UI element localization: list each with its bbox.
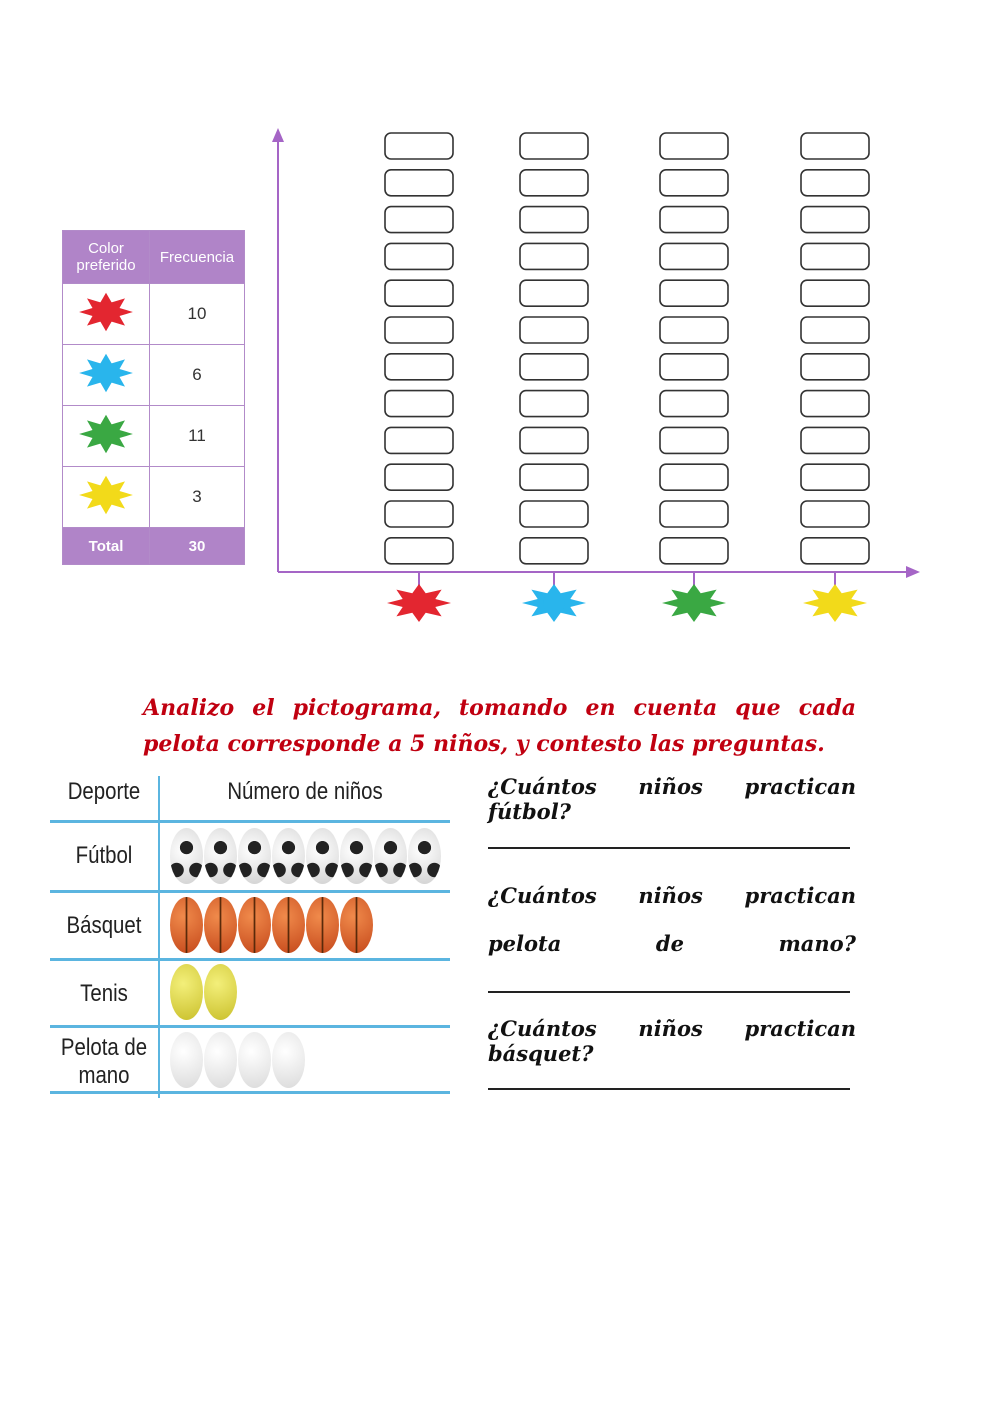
empty-slot-amarillo: [801, 354, 869, 380]
empty-slot-azul: [520, 133, 588, 159]
empty-slot-amarillo: [801, 317, 869, 343]
x-axis-arrow-icon: [906, 566, 920, 578]
empty-slot-rojo: [385, 207, 453, 233]
empty-slot-azul: [520, 538, 588, 564]
header-sport: Deporte: [67, 778, 141, 805]
empty-slot-amarillo: [801, 501, 869, 527]
frequency-yellow: 3: [150, 467, 245, 528]
question-football: ¿Cuántos niños practican fútbol?: [488, 774, 856, 824]
question-basketball: ¿Cuántos niños practican básquet?: [488, 1016, 856, 1066]
row-divider: [50, 958, 450, 961]
row-divider: [50, 1025, 450, 1028]
empty-slot-rojo: [385, 354, 453, 380]
y-axis-arrow-icon: [272, 128, 284, 142]
empty-slot-verde: [660, 354, 728, 380]
empty-slot-amarillo: [801, 207, 869, 233]
tennis-ball-icon: [204, 964, 237, 1020]
answer-line-handball[interactable]: [488, 991, 850, 993]
soccer-ball-icon: [272, 828, 305, 884]
empty-slot-amarillo: [801, 243, 869, 269]
header-number: Número de niños: [227, 778, 383, 805]
handball-icon: [170, 1032, 203, 1088]
column-divider: [158, 776, 160, 1098]
frequency-red: 10: [150, 284, 245, 345]
empty-slot-verde: [660, 427, 728, 453]
sports-pictograph: [50, 768, 450, 1108]
empty-slot-azul: [520, 280, 588, 306]
total-label: Total: [63, 528, 150, 565]
empty-slot-rojo: [385, 170, 453, 196]
handball-balls: [170, 1032, 306, 1088]
empty-slot-rojo: [385, 133, 453, 159]
category-marker-rojo: [408, 592, 430, 614]
empty-slot-verde: [660, 317, 728, 343]
answer-line-basketball[interactable]: [488, 1088, 850, 1090]
category-marker-amarillo: [824, 592, 846, 614]
category-marker-verde: [683, 592, 705, 614]
empty-slot-azul: [520, 207, 588, 233]
empty-slot-amarillo: [801, 427, 869, 453]
empty-slot-verde: [660, 538, 728, 564]
empty-slot-azul: [520, 354, 588, 380]
football-balls: [170, 828, 442, 884]
empty-slot-rojo: [385, 391, 453, 417]
empty-slot-verde: [660, 207, 728, 233]
soccer-ball-icon: [374, 828, 407, 884]
sport-basketball: Básquet: [66, 912, 142, 939]
soccer-ball-icon: [306, 828, 339, 884]
empty-slot-verde: [660, 133, 728, 159]
row-divider: [50, 890, 450, 893]
handball-icon: [272, 1032, 305, 1088]
soccer-ball-icon: [170, 828, 203, 884]
empty-slot-rojo: [385, 280, 453, 306]
empty-slot-amarillo: [801, 280, 869, 306]
sport-tennis: Tenis: [80, 980, 128, 1007]
empty-slot-rojo: [385, 317, 453, 343]
category-marker-azul: [543, 592, 565, 614]
answer-line-football[interactable]: [488, 847, 850, 849]
total-value: 30: [150, 528, 245, 565]
handball-icon: [204, 1032, 237, 1088]
header-frequency: Frecuencia: [150, 231, 245, 284]
basketball-icon: [306, 897, 339, 953]
tennis-ball-icon: [170, 964, 203, 1020]
soccer-ball-icon: [408, 828, 441, 884]
empty-slot-azul: [520, 427, 588, 453]
empty-slot-azul: [520, 170, 588, 196]
frequency-blue: 6: [150, 345, 245, 406]
row-divider: [50, 1091, 450, 1094]
empty-slot-azul: [520, 391, 588, 417]
empty-slot-amarillo: [801, 133, 869, 159]
basketball-balls: [170, 897, 374, 953]
tennis-balls: [170, 964, 238, 1020]
empty-slot-amarillo: [801, 170, 869, 196]
sport-handball: Pelota de mano: [60, 1034, 148, 1089]
soccer-ball-icon: [204, 828, 237, 884]
empty-slot-verde: [660, 280, 728, 306]
row-divider: [50, 820, 450, 823]
empty-slot-azul: [520, 464, 588, 490]
empty-slot-amarillo: [801, 464, 869, 490]
empty-slot-rojo: [385, 538, 453, 564]
basketball-icon: [204, 897, 237, 953]
frequency-green: 11: [150, 406, 245, 467]
sport-football: Fútbol: [75, 842, 133, 869]
instructions-text: Analizo el pictograma, tomando en cuenta que cada pelota corresponde a 5 niños, y contesto las preguntas.: [143, 695, 856, 757]
empty-slot-verde: [660, 464, 728, 490]
basketball-icon: [272, 897, 305, 953]
empty-slot-rojo: [385, 501, 453, 527]
empty-slot-rojo: [385, 243, 453, 269]
basketball-icon: [238, 897, 271, 953]
pictogram-graph: [0, 0, 1000, 660]
empty-slot-rojo: [385, 464, 453, 490]
basketball-icon: [340, 897, 373, 953]
question-handball: ¿Cuántos niños practican pelota de mano?: [488, 883, 856, 956]
empty-slot-amarillo: [801, 391, 869, 417]
empty-slot-amarillo: [801, 538, 869, 564]
empty-slot-verde: [660, 170, 728, 196]
soccer-ball-icon: [238, 828, 271, 884]
empty-slot-verde: [660, 243, 728, 269]
empty-slot-azul: [520, 243, 588, 269]
basketball-icon: [170, 897, 203, 953]
empty-slot-azul: [520, 317, 588, 343]
empty-slot-verde: [660, 391, 728, 417]
header-color: Color preferido: [63, 231, 150, 284]
empty-slot-rojo: [385, 427, 453, 453]
empty-slot-azul: [520, 501, 588, 527]
empty-slot-verde: [660, 501, 728, 527]
handball-icon: [238, 1032, 271, 1088]
soccer-ball-icon: [340, 828, 373, 884]
